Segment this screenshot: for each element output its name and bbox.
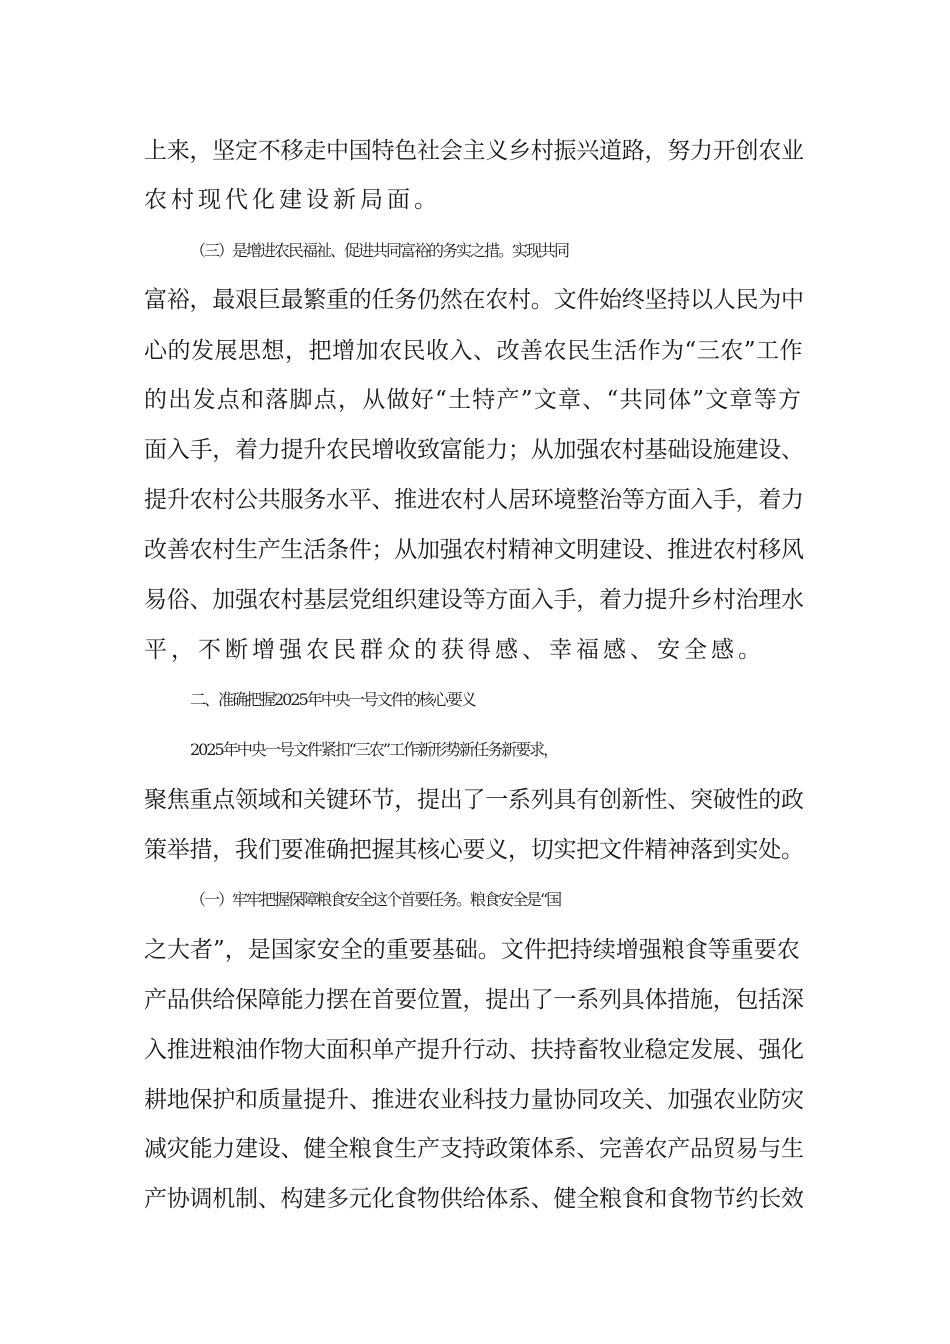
text-line-13: 2025年中央一号文件紧扣“三农”工作新形势新任务新要求，	[190, 740, 558, 759]
text-line-2: 农村现代化建设新局面。	[144, 187, 441, 213]
paragraph-heading-one: （一）牢牢把握保障粮食安全这个首要任务。粮食安全是“国	[190, 890, 561, 909]
text-line-15: 策举措，我们要准确把握其核心要义，切实把文件精神落到实处。	[144, 837, 804, 863]
text-line-5: 心的发展思想，把增加农民收入、改善农民生活作为“三农”工作	[144, 338, 804, 364]
text-line-14: 聚焦重点领域和关键环节，提出了一系列具有创新性、突破性的政	[144, 787, 804, 813]
text-line-22: 产协调机制、构建多元化食物供给体系、健全粮食和食物节约长效	[144, 1186, 804, 1212]
text-line-4: 富裕，最艰巨最繁重的任务仍然在农村。文件始终坚持以人民为中	[144, 287, 804, 313]
text-line-10: 易俗、加强农村基层党组织建设等方面入手，着力提升乡村治理水	[144, 587, 804, 613]
text-line-9: 改善农村生产生活条件；从加强农村精神文明建设、推进农村移风	[144, 537, 804, 563]
text-line-6: 的出发点和落脚点，从做好“土特产”文章、“共同体”文章等方	[144, 387, 803, 413]
paragraph-heading-three: （三）是增进农民福祉、促进共同富裕的务实之措。实现共同	[190, 241, 569, 260]
text-line-17: 之大者”，是国家安全的重要基础。文件把持续增强粮食等重要农	[144, 937, 800, 963]
text-line-18: 产品供给保障能力摆在首要位置，提出了一系列具体措施，包括深	[144, 987, 804, 1013]
text-line-7: 面入手，着力提升农民增收致富能力；从加强农村基础设施建设、	[144, 437, 804, 463]
text-line-20: 耕地保护和质量提升、推进农业科技力量协同攻关、加强农业防灾	[144, 1087, 804, 1113]
section-heading-two: 二、准确把握2025年中央一号文件的核心要义	[190, 690, 475, 709]
text-line-8: 提升农村公共服务水平、推进农村人居环境整治等方面入手，着力	[144, 487, 804, 513]
text-line-19: 入推进粮油作物大面积单产提升行动、扶持畜牧业稳定发展、强化	[144, 1037, 804, 1063]
text-line-1: 上来，坚定不移走中国特色社会主义乡村振兴道路，努力开创农业	[144, 138, 804, 164]
text-line-11: 平，不断增强农民群众的获得感、幸福感、安全感。	[144, 637, 765, 663]
text-line-21: 减灾能力建设、健全粮食生产支持政策体系、完善农产品贸易与生	[144, 1136, 804, 1162]
